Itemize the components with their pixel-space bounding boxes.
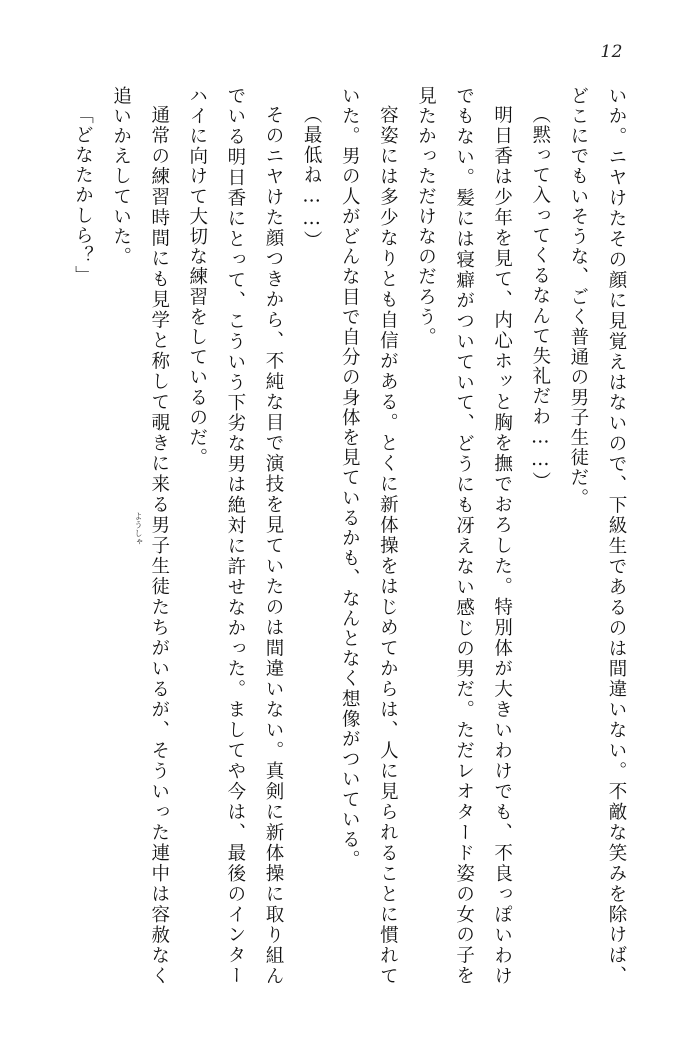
paragraph: 明日香は少年を見て、内心ホッと胸を撫でおろした。特別体が大きいわけでも、不良っぽいわけでもない。髪には寝癖がついていて、どうにも冴えない感じの男だ。ただレオタード姿の女の子を見たかっただけなのだろう。 (415, 86, 513, 986)
paragraph: 「どなたかしら？」 (72, 104, 94, 286)
paragraph: （最低ね……） (301, 104, 323, 251)
paragraph: 容姿には多少なりとも自信がある。とくに新体操をはじめてからは、人に見られることに慣れていた。男の人がどんな目で自分の身体を見ているかも、なんとなく想像がついている。 (339, 86, 399, 986)
paragraph: いか。ニヤけたその顔に見覚えはないので、下級生であるのは間違いない。不敵な笑みを除けば、どこにでもいそうな、ごく普通の男子生徒だ。 (567, 86, 627, 986)
page-number: 12 (600, 42, 623, 62)
paragraph: 通常の練習時間にも見学と称して覗きに来る男子生徒たちがいるが、そういった連中は容赦なく追いかえしていた。 (110, 86, 170, 986)
page-body-text (60, 86, 635, 986)
paragraph: （黙って入ってくるなんて失礼だわ……） (529, 104, 551, 492)
ruby-annotation: ようしゃ (134, 512, 143, 546)
paragraph: そのニヤけた顔つきから、不純な目で演技を見ていたのは間違いない。真剣に新体操に取り組んでいる明日香にとって、こういう下劣な男は絶対に許せなかった。ましてや今は、最後のインターハイに向けて大切な練習をしているのだ。 (186, 86, 285, 986)
